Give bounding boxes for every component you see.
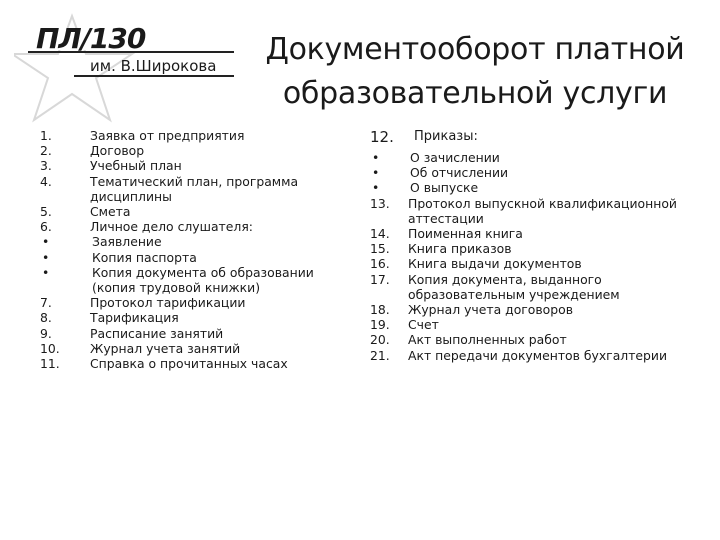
list-item	[40, 219, 360, 234]
item-number: 12.	[370, 128, 394, 146]
item-text: Книга выдачи документов	[408, 256, 582, 272]
bullet-icon: •	[42, 234, 50, 250]
bullet-icon: •	[372, 150, 380, 165]
item-number: 14.	[370, 226, 390, 242]
list-item	[370, 180, 710, 195]
list-item	[370, 128, 710, 146]
star-logo-icon	[14, 6, 254, 136]
item-number: 1.	[40, 128, 52, 143]
item-number: 2.	[40, 143, 52, 159]
bullet-icon: •	[372, 180, 380, 196]
list-item	[370, 150, 710, 165]
item-text: Счет	[408, 317, 439, 333]
item-number: 13.	[370, 195, 390, 211]
item-number: 7.	[40, 295, 52, 311]
item-text: Расписание занятий	[90, 325, 224, 341]
item-text: Акт передачи документов бухгалтерии	[408, 347, 668, 363]
item-number: 20.	[370, 332, 390, 348]
bullet-icon: •	[42, 249, 50, 265]
list-item	[370, 165, 710, 180]
item-number: 21.	[370, 347, 390, 363]
list-item	[40, 128, 360, 143]
page-title	[240, 28, 710, 116]
list-item	[370, 241, 710, 256]
item-text: Акт выполненных работ	[408, 332, 567, 348]
item-number: 4.	[40, 173, 52, 189]
logo	[14, 6, 254, 136]
item-text: Журнал учета договоров	[408, 302, 573, 318]
item-number: 9.	[40, 325, 52, 341]
list-item	[370, 226, 710, 241]
item-number: 17.	[370, 271, 390, 287]
list-item	[40, 310, 360, 325]
list-item	[40, 174, 360, 204]
item-number: 11.	[40, 356, 60, 372]
logo-mark: ПЛ/130	[36, 22, 146, 55]
item-text: Об отчислении	[410, 165, 509, 181]
item-text: Смета	[90, 204, 131, 220]
list-item	[40, 341, 360, 356]
list-item	[370, 348, 710, 363]
item-text: Протокол выпускной квалификационной аттестации	[408, 195, 677, 226]
list-item	[40, 265, 360, 295]
list-item	[370, 302, 710, 317]
item-text: Копия документа, выданного образовательным учреждением	[408, 271, 620, 302]
item-text: Справка о прочитанных часах	[90, 356, 288, 372]
left-document-list	[40, 128, 360, 371]
item-text: Копия документа об образовании (копия трудовой книжки)	[92, 264, 314, 296]
item-number: 15.	[370, 241, 390, 257]
list-item	[40, 250, 360, 265]
item-text: Личное дело слушателя:	[90, 219, 253, 235]
logo-name: им. В.Широкова	[90, 57, 217, 75]
list-item	[370, 317, 710, 332]
list-item	[40, 234, 360, 249]
title-line-1: Документооборот платной	[265, 32, 685, 67]
item-text: Заявление	[92, 234, 162, 250]
list-item	[40, 356, 360, 371]
item-number: 18.	[370, 302, 390, 318]
list-item	[370, 256, 710, 271]
item-text: О выпуске	[410, 180, 479, 196]
right-document-list	[370, 128, 710, 363]
list-item	[40, 326, 360, 341]
item-number: 6.	[40, 219, 52, 235]
item-text: Учебный план	[90, 158, 182, 174]
item-text: Заявка от предприятия	[90, 128, 245, 143]
item-text: О зачислении	[410, 150, 500, 165]
item-text: Книга приказов	[408, 241, 512, 257]
list-item	[40, 204, 360, 219]
item-number: 3.	[40, 158, 52, 174]
list-item	[40, 295, 360, 310]
list-item	[370, 272, 710, 302]
item-number: 16.	[370, 256, 390, 272]
item-text: Тематический план, программа дисциплины	[90, 173, 299, 204]
item-number: 5.	[40, 204, 52, 220]
item-number: 8.	[40, 310, 52, 326]
item-text: Журнал учета занятий	[90, 340, 241, 356]
item-text: Протокол тарификации	[90, 295, 246, 311]
list-item	[40, 143, 360, 158]
item-number: 10.	[40, 340, 60, 356]
item-text: Приказы:	[414, 129, 478, 144]
item-text: Тарификация	[90, 310, 179, 326]
item-number: 19.	[370, 317, 390, 333]
bullet-icon: •	[372, 165, 380, 181]
item-text: Копия паспорта	[92, 249, 197, 265]
list-item	[370, 196, 710, 226]
list-item	[370, 332, 710, 347]
list-item	[40, 158, 360, 173]
item-text: Поименная книга	[408, 226, 523, 242]
bullet-icon: •	[42, 264, 50, 280]
item-text: Договор	[90, 143, 145, 159]
title-line-2: образовательной услуги	[282, 76, 668, 111]
